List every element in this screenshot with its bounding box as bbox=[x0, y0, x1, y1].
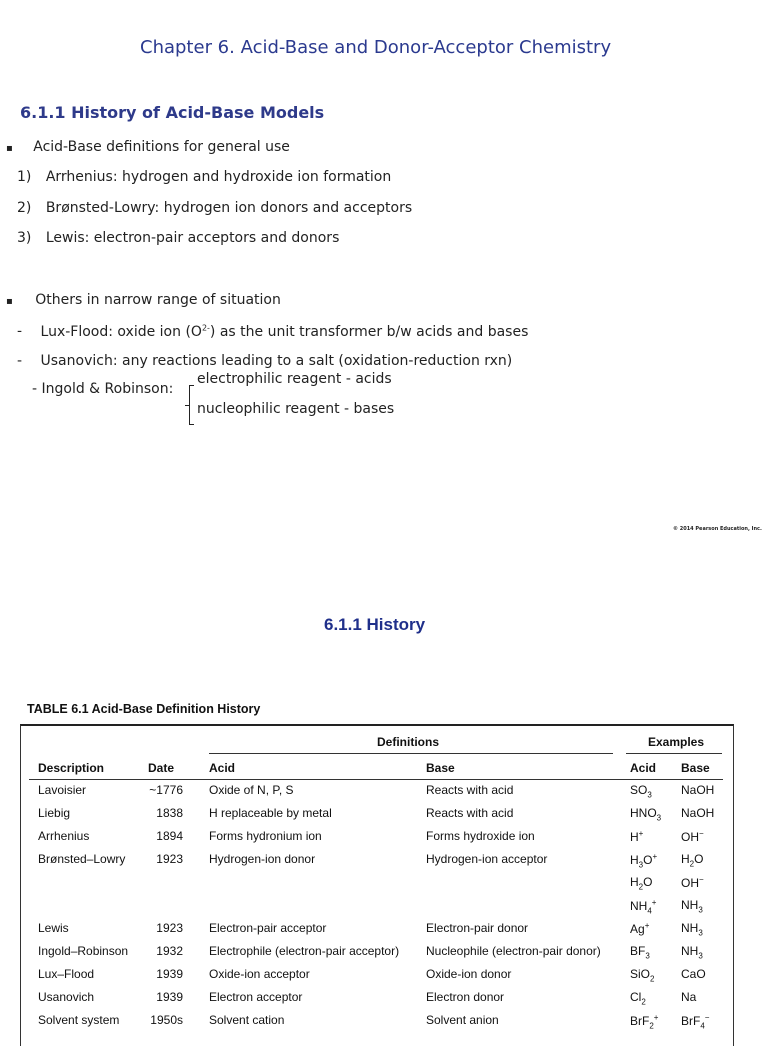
cell-acid: H replaceable by metal bbox=[209, 806, 332, 820]
examples-underline bbox=[626, 753, 722, 754]
cell-description: Lavoisier bbox=[38, 783, 87, 797]
cell-acid: Forms hydronium ion bbox=[209, 829, 322, 843]
cell-example-acid: $NH_4^+$ bbox=[630, 898, 657, 916]
cell-example-acid: $H_3O^+$ bbox=[630, 852, 658, 870]
cell-acid: Hydrogen-ion donor bbox=[209, 852, 316, 866]
list-item bbox=[17, 200, 412, 216]
cell-base: Electron-pair donor bbox=[426, 921, 529, 935]
ingold-acid: electrophilic reagent - acids bbox=[197, 371, 392, 387]
cell-example-acid: $Cl_2$ bbox=[630, 990, 646, 1007]
lux-flood-line bbox=[17, 323, 528, 340]
cell-example-base: $NH_3$ bbox=[681, 944, 703, 961]
slide-title: 6.1.1 History bbox=[324, 615, 426, 634]
dash-marker: - bbox=[17, 323, 23, 340]
list-text: Arrhenius: hydrogen and hydroxide ion formation bbox=[45, 169, 392, 185]
column-header: Date bbox=[148, 761, 175, 775]
cell-description: Lewis bbox=[38, 921, 69, 935]
cell-example-acid: $HNO_3$ bbox=[630, 806, 662, 823]
column-header: Acid bbox=[630, 761, 657, 775]
column-header: Base bbox=[426, 761, 455, 775]
cell-date: 1838 bbox=[156, 806, 183, 820]
list-text: Lewis: electron-pair acceptors and donors bbox=[45, 230, 340, 246]
section-title: 6.1.1 History of Acid-Base Models bbox=[20, 103, 325, 122]
ingold-label: - Ingold & Robinson: bbox=[32, 381, 174, 397]
cell-date: 1950s bbox=[150, 1013, 183, 1027]
cell-base: Nucleophile (electron-pair donor) bbox=[426, 944, 601, 958]
cell-acid: Electron-pair acceptor bbox=[209, 921, 327, 935]
group-header-examples: Examples bbox=[648, 735, 705, 749]
cell-example-base: $H_2O$ bbox=[681, 852, 704, 869]
bullet-others bbox=[6, 292, 281, 308]
dash-marker: - bbox=[17, 353, 23, 369]
cell-base: Reacts with acid bbox=[426, 783, 514, 797]
list-item bbox=[17, 230, 339, 246]
cell-example-base: BrF$_4$− bbox=[681, 1013, 710, 1031]
cell-example-base: Na bbox=[681, 990, 697, 1004]
cell-base: Solvent anion bbox=[426, 1013, 499, 1027]
bullet-general-text: Acid-Base definitions for general use bbox=[33, 139, 290, 155]
cell-example-base: NaOH bbox=[681, 783, 715, 797]
bullet-general bbox=[6, 139, 290, 155]
cell-acid: Oxide-ion acceptor bbox=[209, 967, 310, 981]
bullet-marker: ▪ bbox=[6, 143, 13, 154]
cell-description: Liebig bbox=[38, 806, 71, 820]
cell-example-acid: H+ bbox=[630, 829, 644, 844]
list-number: 1) bbox=[17, 169, 32, 185]
cell-description: Brønsted–Lowry bbox=[38, 852, 126, 866]
list-number: 3) bbox=[17, 230, 32, 246]
lux-flood-text: Lux-Flood: oxide ion $(O^{2-})$ as the unit transformer b/w acids and bases bbox=[40, 323, 529, 340]
cell-description: Usanovich bbox=[38, 990, 95, 1004]
cell-example-base: OH− bbox=[681, 829, 704, 844]
cell-base: Hydrogen-ion acceptor bbox=[426, 852, 548, 866]
bullet-others-text: Others in narrow range of situation bbox=[35, 292, 281, 308]
group-header-definitions: Definitions bbox=[377, 735, 439, 749]
cell-example-acid: $SO_3$ bbox=[630, 783, 652, 800]
cell-base: Oxide-ion donor bbox=[426, 967, 512, 981]
table-caption: TABLE 6.1 Acid-Base Definition History bbox=[27, 702, 261, 716]
cell-date: 1939 bbox=[156, 967, 183, 981]
cell-date: 1939 bbox=[156, 990, 183, 1004]
cell-date: 1923 bbox=[156, 921, 183, 935]
cell-example-base: $NH_3$ bbox=[681, 898, 703, 915]
cell-acid: Solvent cation bbox=[209, 1013, 285, 1027]
cell-example-base: CaO bbox=[681, 967, 706, 981]
cell-example-base: $NH_3$ bbox=[681, 921, 703, 938]
bullet-marker: ▪ bbox=[6, 296, 13, 307]
list-text: Brønsted-Lowry: hydrogen ion donors and acceptors bbox=[45, 200, 413, 216]
cell-date: ~1776 bbox=[149, 783, 183, 797]
brace-mid bbox=[185, 405, 189, 406]
ingold-base: nucleophilic reagent - bases bbox=[197, 401, 395, 417]
column-header: Acid bbox=[209, 761, 236, 775]
cell-description: Lux–Flood bbox=[38, 967, 95, 981]
definitions-underline bbox=[209, 753, 613, 754]
cell-example-base: NaOH bbox=[681, 806, 715, 820]
cell-acid: Electrophile (electron-pair acceptor) bbox=[209, 944, 400, 958]
cell-acid: Oxide of N, P, S bbox=[209, 783, 294, 797]
cell-base: Electron donor bbox=[426, 990, 505, 1004]
cell-description: Arrhenius bbox=[38, 829, 90, 843]
chapter-title: Chapter 6. Acid-Base and Donor-Acceptor Chemistry bbox=[140, 37, 612, 58]
cell-example-base: OH− bbox=[681, 875, 704, 890]
brace-bottom bbox=[189, 424, 194, 425]
list-item bbox=[17, 169, 391, 185]
cell-acid: Electron acceptor bbox=[209, 990, 303, 1004]
cell-example-acid: BrF$_2$+ bbox=[630, 1013, 659, 1031]
column-header: Description bbox=[38, 761, 105, 775]
column-header: Base bbox=[681, 761, 710, 775]
cell-date: 1932 bbox=[156, 944, 183, 958]
header-rule bbox=[29, 779, 723, 780]
list-number: 2) bbox=[17, 200, 32, 216]
cell-date: 1923 bbox=[156, 852, 183, 866]
brace-top bbox=[189, 385, 194, 386]
cell-example-acid: SiO$_2$ bbox=[630, 967, 655, 984]
cell-base: Forms hydroxide ion bbox=[426, 829, 535, 843]
cell-base: Reacts with acid bbox=[426, 806, 514, 820]
cell-description: Ingold–Robinson bbox=[38, 944, 129, 958]
cell-example-acid: Ag+ bbox=[630, 921, 650, 936]
cell-example-acid: $H_2O$ bbox=[630, 875, 653, 892]
copyright-text: © 2014 Pearson Education, Inc. bbox=[673, 526, 762, 532]
usanovich-text: Usanovich: any reactions leading to a salt (oxidation-reduction rxn) bbox=[40, 353, 513, 369]
cell-example-acid: $BF_3$ bbox=[630, 944, 650, 961]
cell-description: Solvent system bbox=[38, 1013, 120, 1027]
definition-table bbox=[20, 724, 734, 1046]
usanovich-line bbox=[17, 353, 512, 369]
brace-icon bbox=[189, 385, 190, 425]
cell-date: 1894 bbox=[156, 829, 183, 843]
